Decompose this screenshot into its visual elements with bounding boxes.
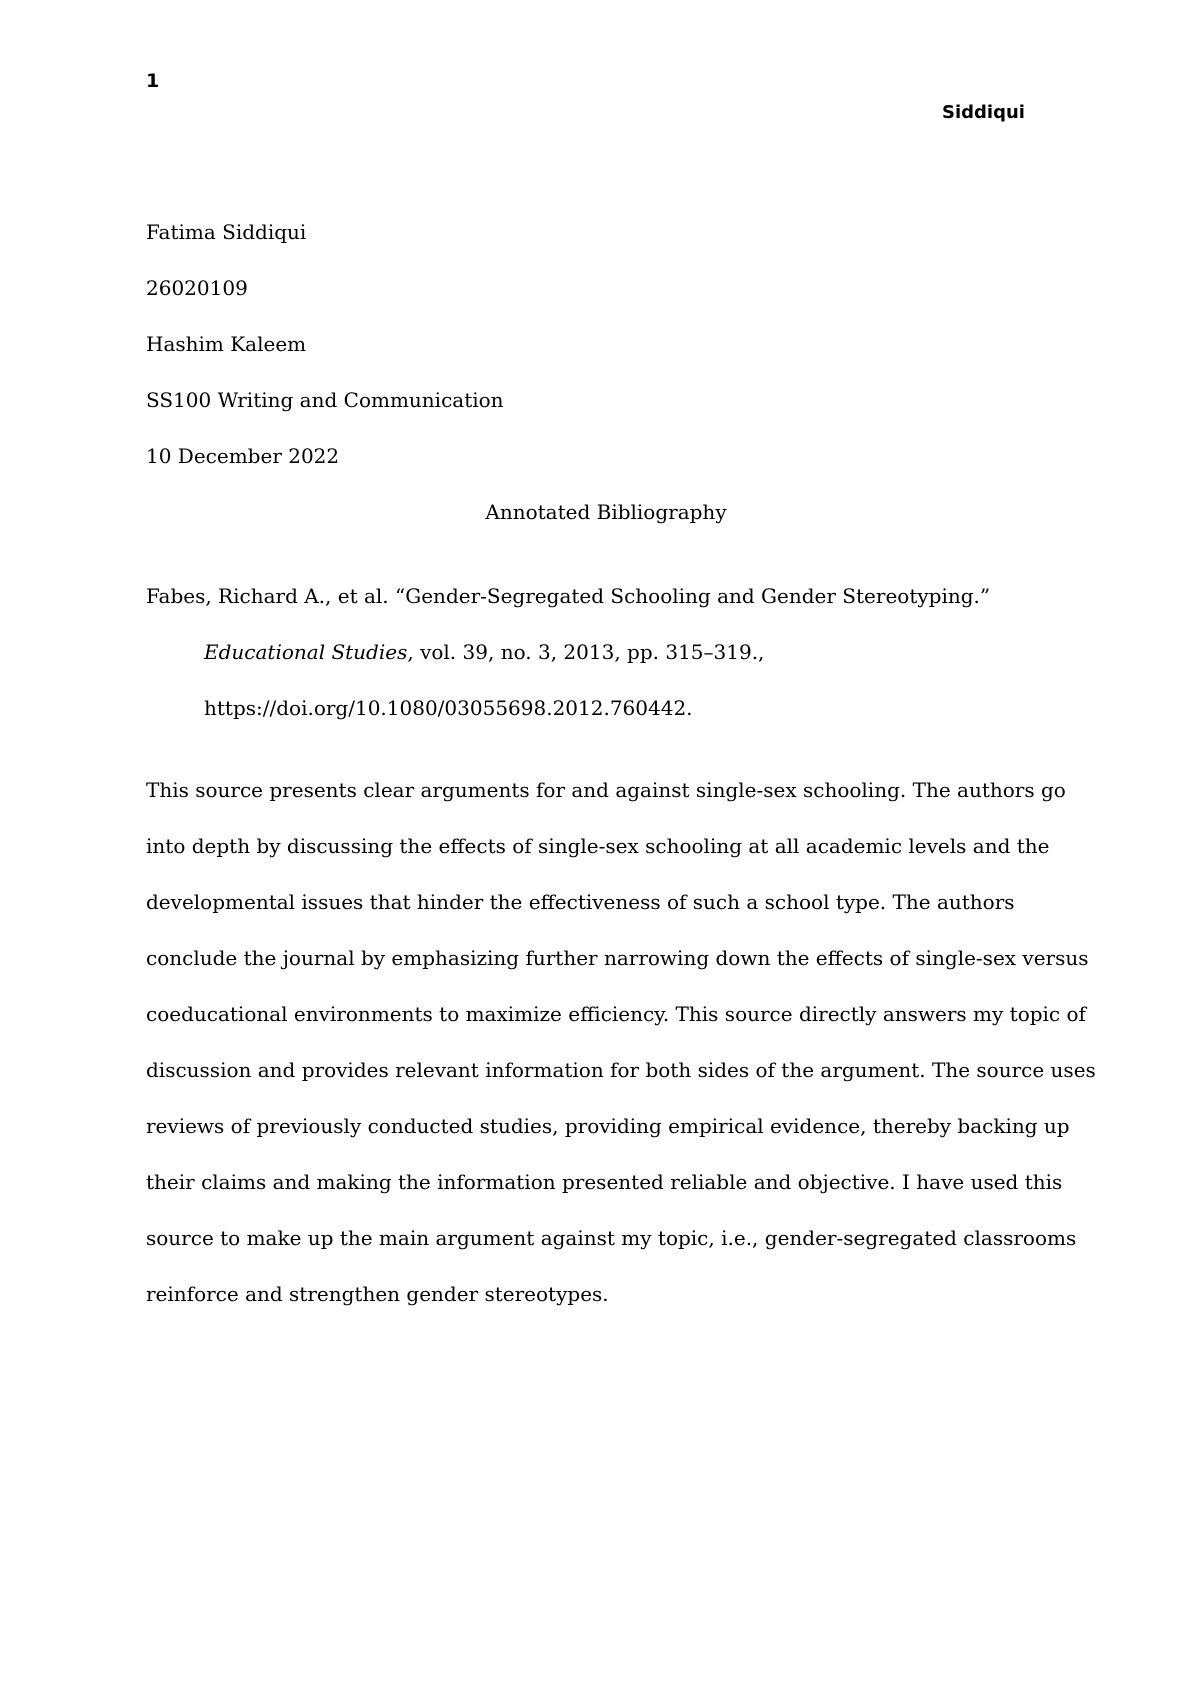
mla-heading: [146, 204, 1066, 484]
citation-journal: Educational Studies: [204, 640, 408, 664]
page-number: 1: [146, 70, 160, 92]
course-name: SS100 Writing and Communication: [146, 388, 504, 412]
annotation-line: their claims and making the information presented reliable and objective. I have used this: [146, 1170, 1063, 1194]
annotation-line: source to make up the main argument against my topic, i.e., gender-segregated classrooms: [146, 1226, 1077, 1250]
student-id: 26020109: [146, 276, 248, 300]
instructor-name: Hashim Kaleem: [146, 332, 307, 356]
citation-details: , vol. 39, no. 3, 2013, pp. 315–319.,: [407, 640, 765, 664]
submission-date: 10 December 2022: [146, 444, 340, 468]
annotation-line: conclude the journal by emphasizing further narrowing down the effects of single-sex versus: [146, 946, 1089, 970]
citation-doi: https://doi.org/10.1080/03055698.2012.760442.: [204, 696, 693, 720]
annotation-line: This source presents clear arguments for and against single-sex schooling. The authors go: [146, 778, 1066, 802]
citation-entry: [146, 568, 1066, 736]
document-title: Annotated Bibliography: [485, 500, 727, 524]
annotation-line: discussion and provides relevant information for both sides of the argument. The source uses: [146, 1058, 1096, 1082]
citation-publication-line: [146, 624, 1066, 680]
annotation-line: into depth by discussing the effects of single-sex schooling at all academic levels and the: [146, 834, 1050, 858]
citation-authors-title: Fabes, Richard A., et al. “Gender-Segregated Schooling and Gender Stereotyping.”: [146, 584, 991, 608]
running-head-surname: Siddiqui: [942, 102, 1025, 123]
annotation-paragraph: [146, 762, 1096, 1322]
annotation-line: developmental issues that hinder the effectiveness of such a school type. The authors: [146, 890, 1015, 914]
annotation-line: reviews of previously conducted studies, providing empirical evidence, thereby backing up: [146, 1114, 1070, 1138]
annotation-line: coeducational environments to maximize efficiency. This source directly answers my topic of: [146, 1002, 1086, 1026]
student-name: Fatima Siddiqui: [146, 220, 307, 244]
annotation-line: reinforce and strengthen gender stereotypes.: [146, 1282, 609, 1306]
